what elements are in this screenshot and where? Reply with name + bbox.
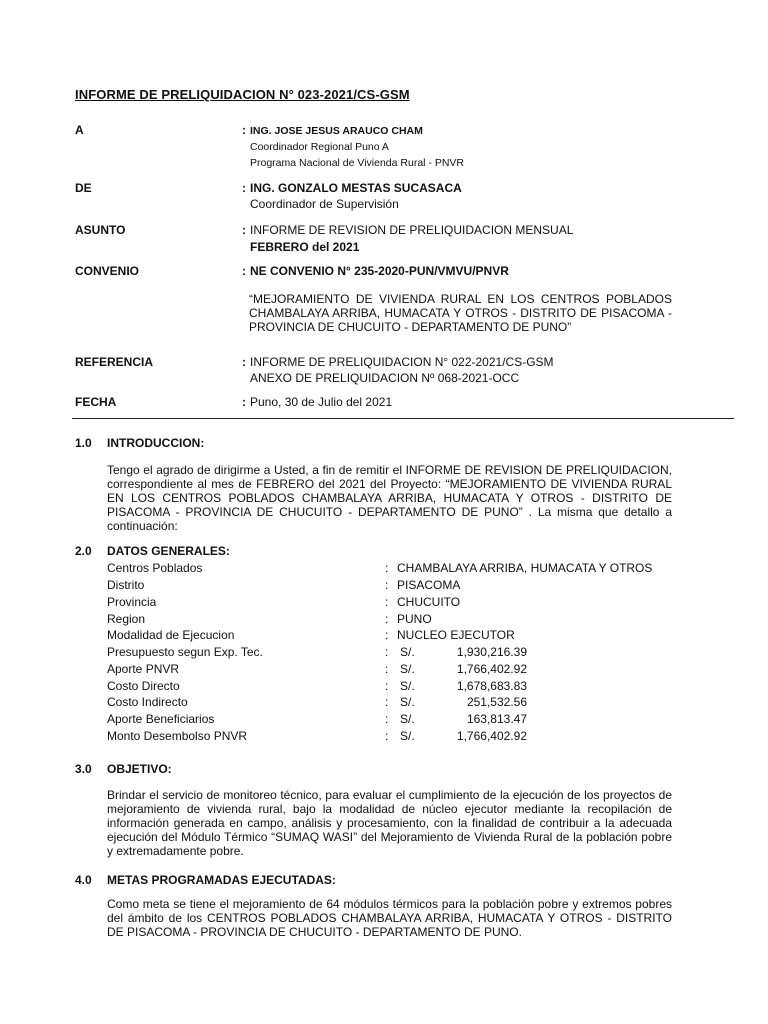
data-row-colon: : — [385, 595, 389, 609]
reference-report: INFORME DE PRELIQUIDACION N° 022-2021/CS-GSM — [250, 355, 554, 369]
money-row-colon: : — [385, 729, 389, 743]
data-row-colon: : — [385, 628, 389, 642]
sender-position: Coordinador de Supervisión — [250, 197, 399, 211]
money-row-colon: : — [385, 712, 389, 726]
header-colon: : — [242, 355, 246, 369]
data-row-label: Region — [107, 612, 146, 626]
header-a-value — [242, 122, 464, 171]
header-fecha-value — [242, 394, 392, 410]
data-row-value: CHUCUITO — [397, 595, 461, 609]
money-row-label: Aporte Beneficiarios — [107, 712, 215, 726]
header-referencia-label: REFERENCIA — [75, 355, 154, 369]
recipient-organization: Programa Nacional de Vivienda Rural - PNVR — [250, 157, 464, 169]
data-row-value: NUCLEO EJECUTOR — [397, 628, 515, 642]
header-a-label: A — [75, 123, 84, 137]
header-asunto-label: ASUNTO — [75, 223, 126, 237]
money-row-label: Costo Directo — [107, 679, 180, 693]
subject-period: FEBRERO del 2021 — [250, 240, 360, 254]
currency-symbol: S/. — [400, 645, 415, 659]
data-row-label: Modalidad de Ejecucion — [107, 628, 235, 642]
project-name-quote: “MEJORAMIENTO DE VIVIENDA RURAL EN LOS CENTROS POBLADOS CHAMBALAYA ARRIBA, HUMACATA Y OTROS - DISTRITO DE PISACOMA - PROVINCIA DE CHUCUITO - DEPARTAMENTO DE PUNO” — [249, 292, 672, 334]
header-colon: : — [242, 181, 246, 195]
money-row-colon: : — [385, 695, 389, 709]
money-amount: 1,930,216.39 — [456, 645, 527, 659]
header-colon: : — [242, 264, 246, 278]
header-de-value — [242, 180, 462, 212]
header-colon: : — [242, 395, 246, 409]
currency-symbol: S/. — [400, 679, 415, 693]
money-row-colon: : — [385, 679, 389, 693]
header-colon: : — [242, 223, 246, 237]
section-title-datos-generales: DATOS GENERALES: — [107, 544, 230, 558]
data-row-value: CHAMBALAYA ARRIBA, HUMACATA Y OTROS — [397, 561, 653, 575]
money-amount: 1,678,683.83 — [456, 679, 527, 693]
money-amount: 163,813.47 — [466, 712, 527, 726]
money-row-label: Presupuesto segun Exp. Tec. — [107, 645, 263, 659]
header-de-label: DE — [75, 181, 92, 195]
objective-paragraph: Brindar el servicio de monitoreo técnico, para evaluar el cumplimiento de la ejecución de los proyectos de mejoramiento de vivienda rural, bajo la modalidad de núcleo ejecutor mediante la recopilación de información generada en campo, análisis y procesamiento, con la finalidad de contribuir a la adecuada ejecución del Módulo Térmico “SUMAQ WASI” del Mejoramiento de Vivienda Rural de la población pobre y extremadamente pobre. — [107, 788, 672, 858]
goals-paragraph: Como meta se tiene el mejoramiento de 64 módulos térmicos para la población pobre y extremos pobres del ámbito de los CENTROS POBLADOS CHAMBALAYA ARRIBA, HUMACATA Y OTROS - DISTRITO DE PISACOMA - PROVINCIA DE CHUCUITO - DEPARTAMENTO DE PUNO. — [107, 897, 672, 939]
section-title-objetivo: OBJETIVO: — [107, 762, 172, 776]
introduction-paragraph: Tengo el agrado de dirigirme a Usted, a fin de remitir el INFORME DE REVISION DE PRELIQUIDACION, correspondiente al mes de FEBRERO del 2021 del Proyecto: “MEJORAMIENTO DE VIVIENDA RURAL EN LOS CENTROS POBLADOS CHAMBALAYA ARRIBA, HUMACATA Y OTROS - DISTRITO DE PISACOMA - PROVINCIA DE CHUCUITO - DEPARTAMENTO DE PUNO” . La misma que detallo a continuación: — [107, 463, 672, 533]
currency-symbol: S/. — [400, 662, 415, 676]
money-row-label: Costo Indirecto — [107, 695, 188, 709]
header-referencia-value — [242, 354, 554, 386]
header-asunto-value — [242, 222, 573, 255]
money-amount: 1,766,402.92 — [456, 729, 527, 743]
currency-symbol: S/. — [400, 712, 415, 726]
data-row-value: PUNO — [397, 612, 432, 626]
recipient-position: Coordinador Regional Puno A — [250, 141, 389, 153]
page-title: INFORME DE PRELIQUIDACION N° 023-2021/CS-GSM — [75, 87, 410, 102]
data-row-label: Centros Poblados — [107, 561, 203, 575]
money-row-label: Monto Desembolso PNVR — [107, 729, 248, 743]
data-row-colon: : — [385, 612, 389, 626]
section-number: 2.0 — [75, 544, 92, 558]
currency-symbol: S/. — [400, 729, 415, 743]
money-row-colon: : — [385, 645, 389, 659]
date-value: Puno, 30 de Julio del 2021 — [250, 395, 393, 409]
data-row-colon: : — [385, 578, 389, 592]
data-row-colon: : — [385, 561, 389, 575]
subject-line: INFORME DE REVISION DE PRELIQUIDACION MENSUAL — [250, 223, 574, 237]
section-number: 3.0 — [75, 762, 92, 776]
money-amount: 1,766,402.92 — [456, 662, 527, 676]
section-title-introduccion: INTRODUCCION: — [107, 436, 205, 450]
recipient-name: ING. JOSE JESUS ARAUCO CHAM — [250, 125, 423, 137]
convenio-number: NE CONVENIO N° 235-2020-PUN/VMVU/PNVR — [250, 264, 509, 278]
data-row-label: Provincia — [107, 595, 157, 609]
header-convenio-label: CONVENIO — [75, 264, 140, 278]
header-colon: : — [242, 123, 246, 137]
sender-name: ING. GONZALO MESTAS SUCASACA — [250, 181, 462, 195]
money-row-colon: : — [385, 662, 389, 676]
money-row-label: Aporte PNVR — [107, 662, 180, 676]
section-number: 4.0 — [75, 873, 92, 887]
section-title-metas: METAS PROGRAMADAS EJECUTADAS: — [107, 873, 336, 887]
header-divider — [72, 418, 734, 419]
money-amount: 251,532.56 — [466, 695, 527, 709]
reference-annex: ANEXO DE PRELIQUIDACION Nº 068-2021-OCC — [250, 371, 520, 385]
section-number: 1.0 — [75, 436, 92, 450]
data-row-label: Distrito — [107, 578, 145, 592]
header-convenio-value — [242, 263, 509, 279]
currency-symbol: S/. — [400, 695, 415, 709]
header-fecha-label: FECHA — [75, 395, 117, 409]
data-row-value: PISACOMA — [397, 578, 461, 592]
